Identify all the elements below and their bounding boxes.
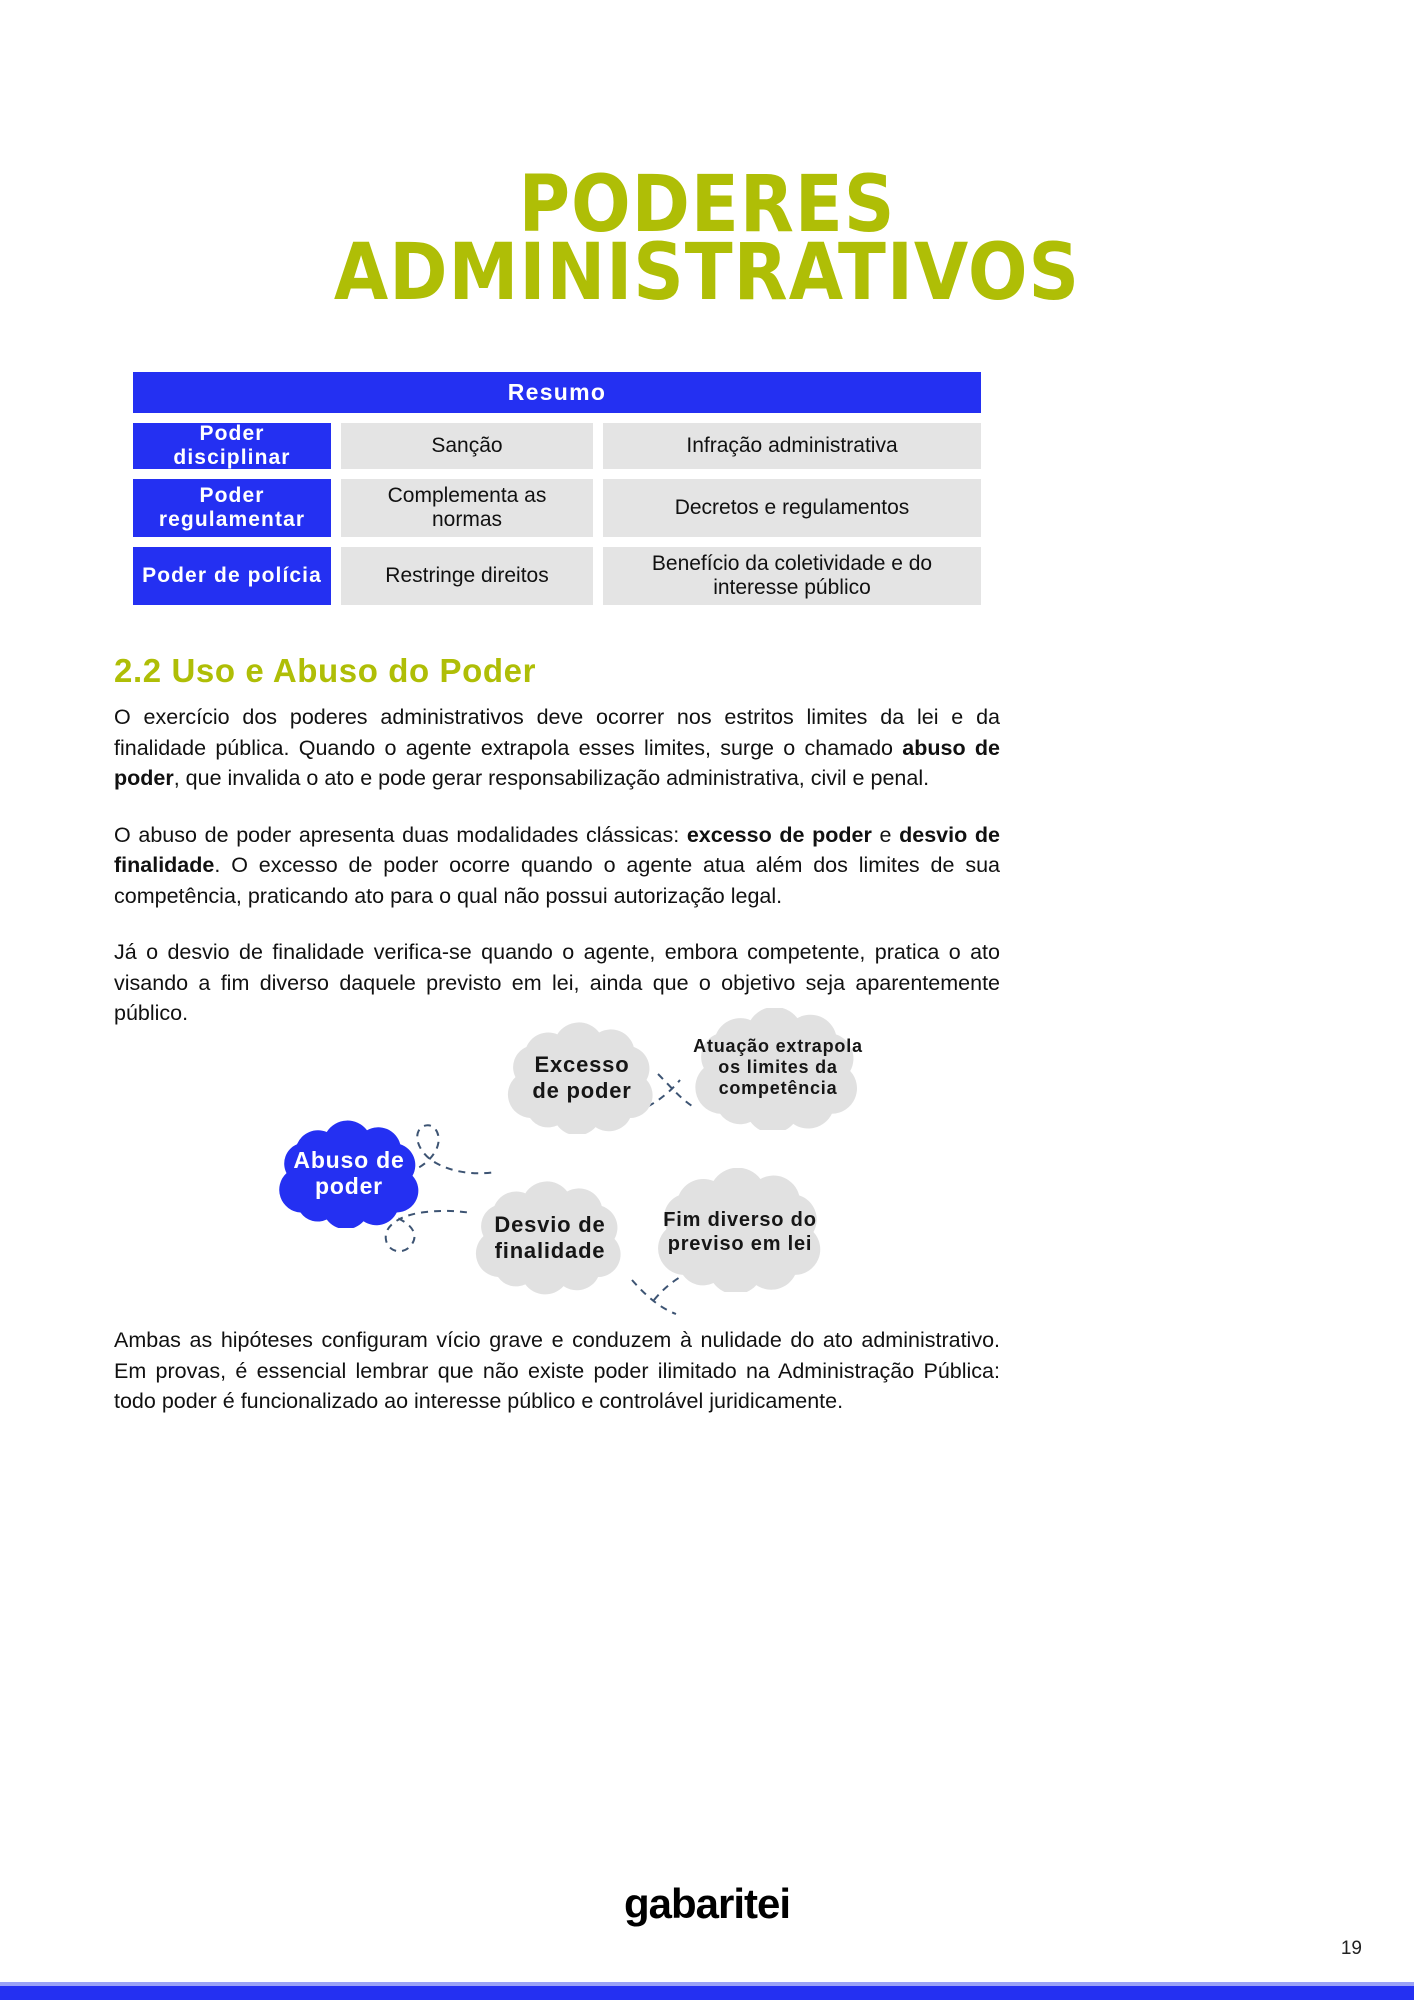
resumo-table — [133, 372, 981, 605]
cloud-node-desvio — [476, 1181, 621, 1294]
cloud-excesso-line1: Excesso — [534, 1052, 630, 1077]
cloud-node-root — [279, 1121, 418, 1230]
cloud-excesso-line2: de poder — [532, 1078, 632, 1103]
table-row — [133, 547, 981, 605]
paragraph: O exercício dos poderes administrativos deve ocorrer nos estritos limites da lei e da finalidade pública. Quando o agente extrapola esses limites, surge o chamado abuso de poder, que invalida o ato e pode gerar responsabilização administrativa, civil e penal. — [114, 705, 1000, 791]
cloud-node-excesso — [508, 1022, 653, 1135]
table-row-label: Poder de polícia — [133, 547, 331, 605]
final-paragraph-block — [114, 1325, 1000, 1443]
table-cell-middle: Complementa as normas — [341, 479, 593, 537]
cloud-root-line1: Abuso de — [293, 1147, 405, 1173]
footer-bar — [0, 1986, 1414, 2000]
brand-logo — [0, 1880, 1414, 1928]
cloud-node-atuacao — [693, 1007, 863, 1133]
table-row-label: Poder regulamentar — [133, 479, 331, 537]
cloud-desvio-line2: finalidade — [494, 1238, 606, 1263]
paragraph: O abuso de poder apresenta duas modalidades clássicas: excesso de poder e desvio de finalidade. O excesso de poder ocorre quando o agente atua além dos limites de sua competência, praticando ato para o qual não possui autorização legal. — [114, 822, 1000, 908]
page-number: 19 — [1340, 1938, 1362, 1959]
table-cell-middle: Restringe direitos — [341, 547, 593, 605]
cloud-atuacao-line1: Atuação extrapola — [693, 1036, 863, 1056]
table-row — [133, 423, 981, 469]
abuso-de-poder-diagram — [240, 1000, 1140, 1330]
cloud-root-line2: poder — [315, 1173, 383, 1199]
cloud-atuacao-line3: competência — [718, 1078, 838, 1098]
paragraph: Ambas as hipóteses configuram vício grave e conduzem à nulidade do ato administrativo. Em provas, é essencial lembrar que não existe poder ilimitado na Administração Pública: todo poder é funcionalizado ao interesse público e controlável juridicamente. — [114, 1328, 1000, 1414]
title-line-1: PODERES — [518, 160, 896, 250]
diagram-svg — [240, 1000, 1140, 1330]
title-line-2: ADMINISTRATIVOS — [333, 227, 1081, 318]
table-cell-right: Benefício da coletividade e do interesse público — [603, 547, 981, 605]
table-header: Resumo — [133, 372, 981, 413]
cloud-atuacao-line2: os limites da — [718, 1057, 838, 1077]
cloud-desvio-line1: Desvio de — [494, 1212, 606, 1237]
table-cell-middle: Sanção — [341, 423, 593, 469]
page-title — [0, 0, 1414, 318]
section-heading: 2.2 Uso e Abuso do Poder — [114, 652, 537, 689]
table-row-label: Poder disciplinar — [133, 423, 331, 469]
table-row — [133, 479, 981, 537]
cloud-fim-line1: Fim diverso do — [663, 1209, 817, 1231]
brand-logo-text: gabaritei — [623, 1880, 791, 1927]
table-cell-right: Infração administrativa — [603, 423, 981, 469]
table-cell-right: Decretos e regulamentos — [603, 479, 981, 537]
paragraph: Já o desvio de finalidade verifica-se quando o agente, embora competente, pratica o ato visando a fim diverso daquele previsto em lei, ainda que o objetivo seja aparentemente público. — [114, 940, 1000, 1026]
cloud-fim-line2: previso em lei — [667, 1233, 813, 1255]
cloud-node-fim — [658, 1168, 820, 1295]
